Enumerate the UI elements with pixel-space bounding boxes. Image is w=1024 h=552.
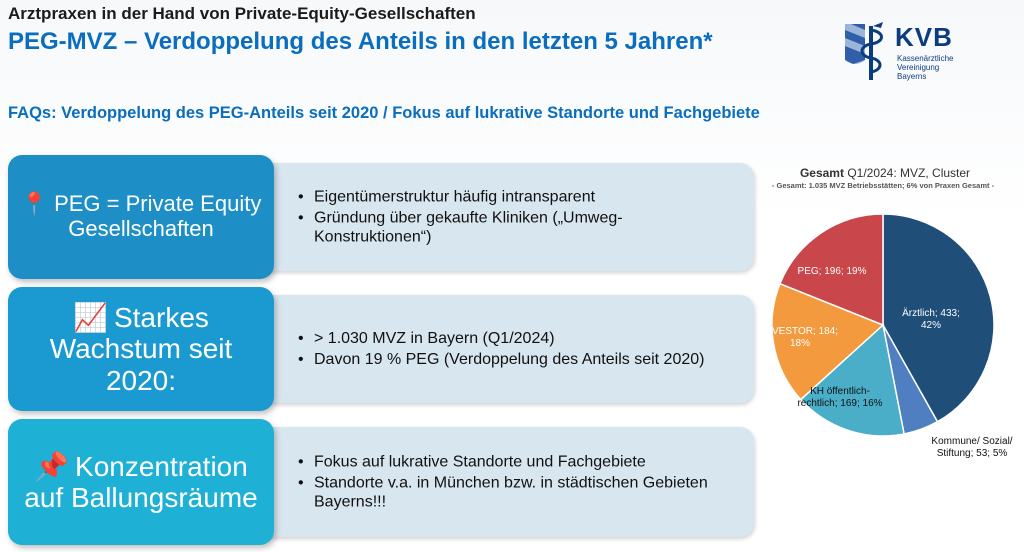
row-tag-label: Starkes Wachstum seit 2020: — [49, 301, 233, 396]
row-tag-peg — [8, 155, 274, 279]
pie-data-label: PEG; 196; 19% — [797, 266, 867, 277]
faq-row-konzentration — [8, 419, 754, 545]
bullet-list — [298, 327, 734, 371]
faq-row-peg — [8, 155, 754, 279]
row-tag-konzentration — [8, 419, 274, 545]
logo-subtitle: Kassenärztliche Vereinigung Bayerns — [897, 54, 954, 81]
logo-wordmark: KVB — [895, 22, 953, 52]
bullet-item: • Gründung über gekaufte Kliniken („Umweg-Konstruktionen“) — [298, 209, 734, 247]
faq-heading: FAQs: Verdoppelung des PEG-Anteils seit 2020 / Fokus auf lukrative Standorte und Fachgebiete — [8, 104, 760, 122]
pushpin-icon: 📌 — [34, 450, 70, 482]
row-detail-panel — [258, 427, 754, 537]
slide-subtitle: Arztpraxen in der Hand von Private-Equity-Gesellschaften — [8, 4, 476, 23]
row-tag-label: Konzentration auf Ballungsräume — [24, 450, 258, 513]
pie-data-label: Kommune/ Sozial/ Stiftung; 53; 5% — [931, 436, 1013, 459]
row-detail-panel — [258, 163, 754, 271]
kvb-logo — [843, 20, 993, 84]
row-detail-panel — [258, 295, 754, 403]
pie-data-label: INVESTOR; 184; 18% — [762, 326, 838, 349]
kvb-emblem-icon — [843, 20, 891, 82]
chart-title: Gesamt Q1/2024: MVZ, Cluster — [799, 166, 971, 180]
bullet-item: • Davon 19 % PEG (Verdoppelung des Anteils seit 2020) — [298, 350, 734, 369]
bullet-item: • Standorte v.a. in München bzw. in städtischen Gebieten Bayerns!!! — [298, 474, 734, 512]
bullet-item: • Eigentümerstruktur häufig intransparent — [298, 188, 734, 207]
pie-data-label: KH öffentlich-rechtlich; 169; 16% — [797, 386, 883, 409]
bullet-item: • Fokus auf lukrative Standorte und Fachgebiete — [298, 453, 734, 472]
row-tag-label: PEG = Private Equity Gesellschaften — [54, 191, 262, 241]
bullet-item: • > 1.030 MVZ in Bayern (Q1/2024) — [298, 329, 734, 348]
slide-title: PEG-MVZ – Verdoppelung des Anteils in den letzten 5 Jahren* — [8, 28, 713, 55]
pin-icon: 📍 — [20, 191, 49, 217]
bullet-list — [298, 451, 734, 514]
chart-increasing-icon: 📈 — [73, 301, 108, 333]
bullet-list — [298, 186, 734, 249]
pie-data-label: Ärztlich; 433; 42% — [902, 308, 960, 331]
faq-row-wachstum — [8, 287, 754, 411]
chart-note: - Gesamt: 1.035 MVZ Betriebsstätten; 6% von Praxen Gesamt - — [771, 181, 995, 190]
mvz-cluster-pie-chart — [760, 200, 1020, 470]
row-tag-wachstum — [8, 287, 274, 411]
